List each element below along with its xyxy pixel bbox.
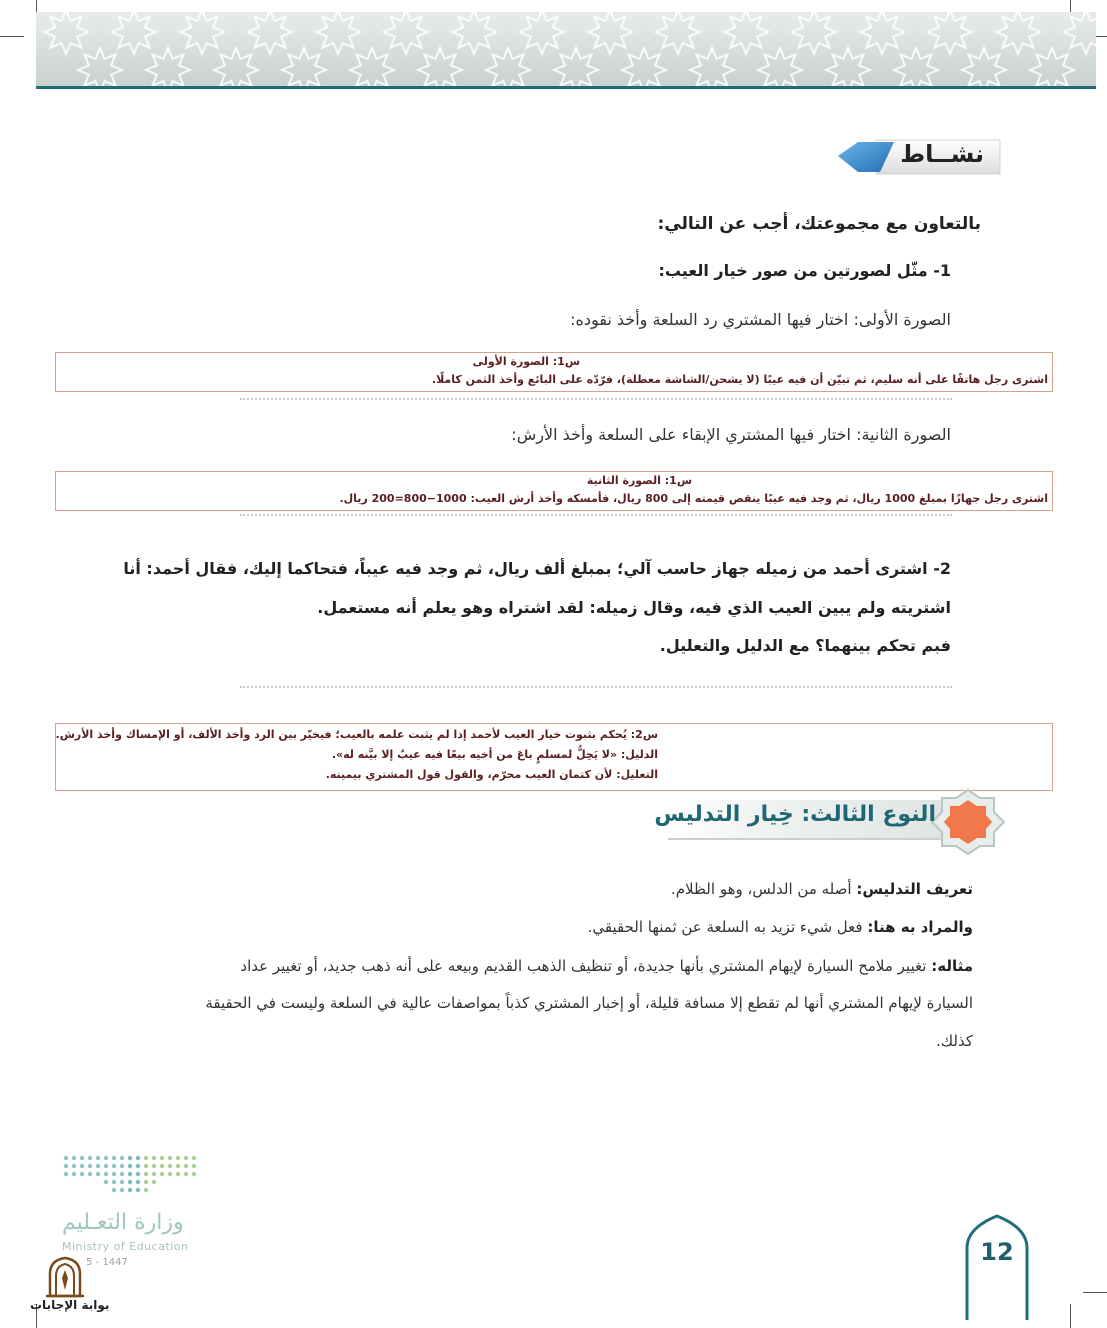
octagon-star-icon: [928, 786, 1008, 858]
crop-mark: [1083, 1292, 1107, 1293]
logo-dot: [160, 1156, 164, 1160]
pattern-star: [690, 48, 734, 88]
pattern-star: [248, 12, 292, 54]
logo-dot: [80, 1164, 84, 1168]
logo-dot: [96, 1156, 100, 1160]
logo-dot: [184, 1156, 188, 1160]
pattern-star: [316, 12, 360, 54]
pattern-star: [112, 12, 156, 54]
answer-box-1: [55, 352, 1053, 392]
answer-box-2: [55, 471, 1053, 511]
pattern-star: [350, 48, 394, 88]
logo-dot: [72, 1156, 76, 1160]
question-2-line-3: فبم تحكم بينهما؟ مع الدليل والتعليل.: [659, 636, 951, 655]
section-title: النوع الثالث: خِيار التدليس: [654, 802, 936, 827]
example-text-1: تغيير ملامح السيارة لإيهام المشتري بأنها جديدة، أو تنظيف الذهب القديم وبيعه على أنه ذهب جديد، أو تغيير عداد: [240, 957, 927, 975]
activity-label: نشــاط: [900, 140, 984, 168]
pattern-star: [656, 12, 700, 54]
logo-dot: [120, 1180, 124, 1184]
logo-dot: [120, 1164, 124, 1168]
logo-dot: [136, 1180, 140, 1184]
page-number: 12: [980, 1238, 1014, 1266]
answer-3-line-3: التعليل: لأن كتمان العيب محرّم، والقول قول المشتري بيمينه.: [325, 768, 658, 781]
logo-dot: [64, 1164, 68, 1168]
logo-dot: [72, 1172, 76, 1176]
logo-dot: [152, 1180, 156, 1184]
logo-dot: [136, 1156, 140, 1160]
answer-2-text: اشترى رجل جهازًا بمبلغ 1000 ريال، ثم وجد فيه عيبًا ينقص قيمته إلى 800 ريال، فأمسكه وأخذ أرش العيب: 1000−800=200 ريال.: [339, 492, 1048, 505]
answers-portal-logo-icon: [44, 1256, 86, 1298]
pattern-star: [622, 48, 666, 88]
example-line-1: [240, 954, 973, 978]
pattern-star: [452, 12, 496, 54]
logo-dot: [104, 1180, 108, 1184]
dotted-answer-line: [240, 686, 952, 688]
answer-1-title: س1: الصورة الأولى: [472, 355, 580, 368]
meaning-line: [588, 915, 973, 939]
example-line-3: كذلك.: [936, 1032, 973, 1050]
crop-mark: [1070, 1304, 1071, 1328]
page-badge-shape: [964, 1214, 1030, 1320]
meaning-label: والمراد به هنا:: [867, 918, 973, 936]
logo-dot: [128, 1172, 132, 1176]
question-2-line-1: 2- اشترى أحمد من زميله جهاز حاسب آلي؛ بمبلغ ألف ريال، ثم وجد فيه عيباً، فتحاكما إليك، فقال أحمد: أنا: [123, 559, 951, 578]
pattern-star: [860, 12, 904, 54]
logo-dot: [152, 1172, 156, 1176]
question-2-line-2: اشتريته ولم يبين العيب الذي فيه، وقال زميله: لقد اشتراه وهو يعلم أنه مستعمل.: [317, 598, 951, 617]
logo-dot: [160, 1164, 164, 1168]
logo-dot: [144, 1164, 148, 1168]
logo-dot: [104, 1156, 108, 1160]
logo-dot: [176, 1156, 180, 1160]
header-rule: [36, 86, 1096, 89]
pattern-star: [1064, 12, 1096, 54]
logo-dot: [104, 1172, 108, 1176]
pattern-star: [1030, 48, 1074, 88]
pattern-star: [44, 12, 88, 54]
ministry-logo-dots: [62, 1154, 198, 1198]
pattern-star: [792, 12, 836, 54]
logo-dot: [120, 1172, 124, 1176]
crop-mark: [0, 36, 24, 37]
logo-dot: [96, 1172, 100, 1176]
pattern-star: [724, 12, 768, 54]
logo-dot: [96, 1164, 100, 1168]
pattern-star: [180, 12, 224, 54]
logo-dot: [128, 1156, 132, 1160]
logo-dot: [80, 1156, 84, 1160]
dotted-answer-line: [240, 514, 952, 516]
geometric-pattern: [36, 12, 1096, 88]
logo-dot: [112, 1180, 116, 1184]
question-1-prompt-1: الصورة الأولى: اختار فيها المشتري رد السلعة وأخذ نقوده:: [570, 310, 951, 329]
logo-dot: [64, 1156, 68, 1160]
section-heading: [654, 786, 1008, 858]
logo-dot: [112, 1156, 116, 1160]
definition-text: أصله من الدلس، وهو الظلام.: [671, 880, 852, 898]
pattern-star: [588, 12, 632, 54]
logo-dot: [112, 1172, 116, 1176]
logo-dot: [144, 1172, 148, 1176]
logo-dot: [136, 1172, 140, 1176]
ministry-year: 5 - 1447: [86, 1257, 128, 1268]
ministry-name-english: Ministry of Education: [62, 1240, 189, 1253]
logo-dot: [128, 1164, 132, 1168]
dotted-answer-line: [240, 398, 952, 400]
logo-dot: [112, 1188, 116, 1192]
logo-dot: [112, 1164, 116, 1168]
logo-dot: [152, 1164, 156, 1168]
logo-dot: [88, 1156, 92, 1160]
logo-dot: [168, 1156, 172, 1160]
logo-dot: [128, 1180, 132, 1184]
pattern-star: [78, 48, 122, 88]
answers-portal-label: بوابة الإجابات: [30, 1298, 110, 1312]
logo-dot: [136, 1164, 140, 1168]
answer-1-text: اشترى رجل هاتفًا على أنه سليم، ثم تبيّن أن فيه عيبًا (لا يشحن/الشاشة معطلة)، فرّدّه على البائع وأخذ الثمن كاملًا.: [431, 373, 1048, 386]
pattern-star: [894, 48, 938, 88]
logo-dot: [192, 1156, 196, 1160]
ministry-name-arabic: وزارة التعـليم: [62, 1210, 184, 1235]
logo-dot: [72, 1164, 76, 1168]
pattern-star: [758, 48, 802, 88]
logo-dot: [184, 1164, 188, 1168]
pattern-star: [554, 48, 598, 88]
pattern-star: [146, 48, 190, 88]
logo-dot: [160, 1172, 164, 1176]
logo-dot: [184, 1172, 188, 1176]
pattern-star: [486, 48, 530, 88]
example-line-2: السيارة لإيهام المشتري أنها لم تقطع إلا مسافة قليلة، أو إخبار المشتري كذباً بمواصفات عالية في السلعة وليست في الحقيقة: [205, 994, 973, 1012]
logo-dot: [120, 1188, 124, 1192]
logo-dot: [144, 1180, 148, 1184]
question-1-title: 1- مثّل لصورتين من صور خيار العيب:: [658, 261, 951, 280]
logo-dot: [120, 1156, 124, 1160]
logo-dot: [128, 1188, 132, 1192]
logo-dot: [144, 1188, 148, 1192]
definition-label: تعريف التدليس:: [856, 880, 973, 898]
pattern-star: [214, 48, 258, 88]
activity-tab: [836, 138, 1002, 178]
pattern-star: [418, 48, 462, 88]
pattern-star: [928, 12, 972, 54]
logo-dot: [168, 1164, 172, 1168]
logo-dot: [192, 1172, 196, 1176]
page-number-badge: [964, 1214, 1030, 1320]
logo-dot: [176, 1172, 180, 1176]
logo-dot: [80, 1172, 84, 1176]
logo-dot: [136, 1188, 140, 1192]
logo-dot: [64, 1172, 68, 1176]
answer-2-title: س1: الصورة الثانية: [586, 474, 692, 487]
logo-dot: [104, 1164, 108, 1168]
answer-box-3: [55, 723, 1053, 791]
pattern-star: [826, 48, 870, 88]
header-pattern-band: [36, 12, 1096, 88]
definition-line: [671, 877, 973, 901]
meaning-text: فعل شيء تزيد به السلعة عن ثمنها الحقيقي.: [587, 918, 863, 936]
pattern-star: [384, 12, 428, 54]
question-1-prompt-2: الصورة الثانية: اختار فيها المشتري الإبقاء على السلعة وأخذ الأرش:: [511, 425, 951, 444]
logo-dot: [144, 1156, 148, 1160]
pattern-star: [996, 12, 1040, 54]
answer-3-line-1: س2: يُحكم بثبوت خيار العيب لأحمد إذا لم يثبت علمه بالعيب؛ فيخيّر بين الرد وأخذ الألف، أو الإمساك وأخذ الأرش.: [55, 728, 658, 741]
pattern-star: [282, 48, 326, 88]
logo-dot: [88, 1172, 92, 1176]
logo-dot: [168, 1172, 172, 1176]
answer-3-line-2: الدليل: «لا يَحِلُّ لمسلمٍ باعَ من أخيه بيعًا فيه عيبٌ إلا بيَّنه له».: [331, 748, 658, 761]
pattern-star: [520, 12, 564, 54]
logo-dot: [192, 1164, 196, 1168]
intro-instruction: بالتعاون مع مجموعتك، أجب عن التالي:: [657, 214, 981, 234]
logo-dot: [88, 1164, 92, 1168]
example-label: مثاله:: [931, 957, 973, 975]
logo-dot: [152, 1156, 156, 1160]
logo-dot: [176, 1164, 180, 1168]
pattern-star: [962, 48, 1006, 88]
